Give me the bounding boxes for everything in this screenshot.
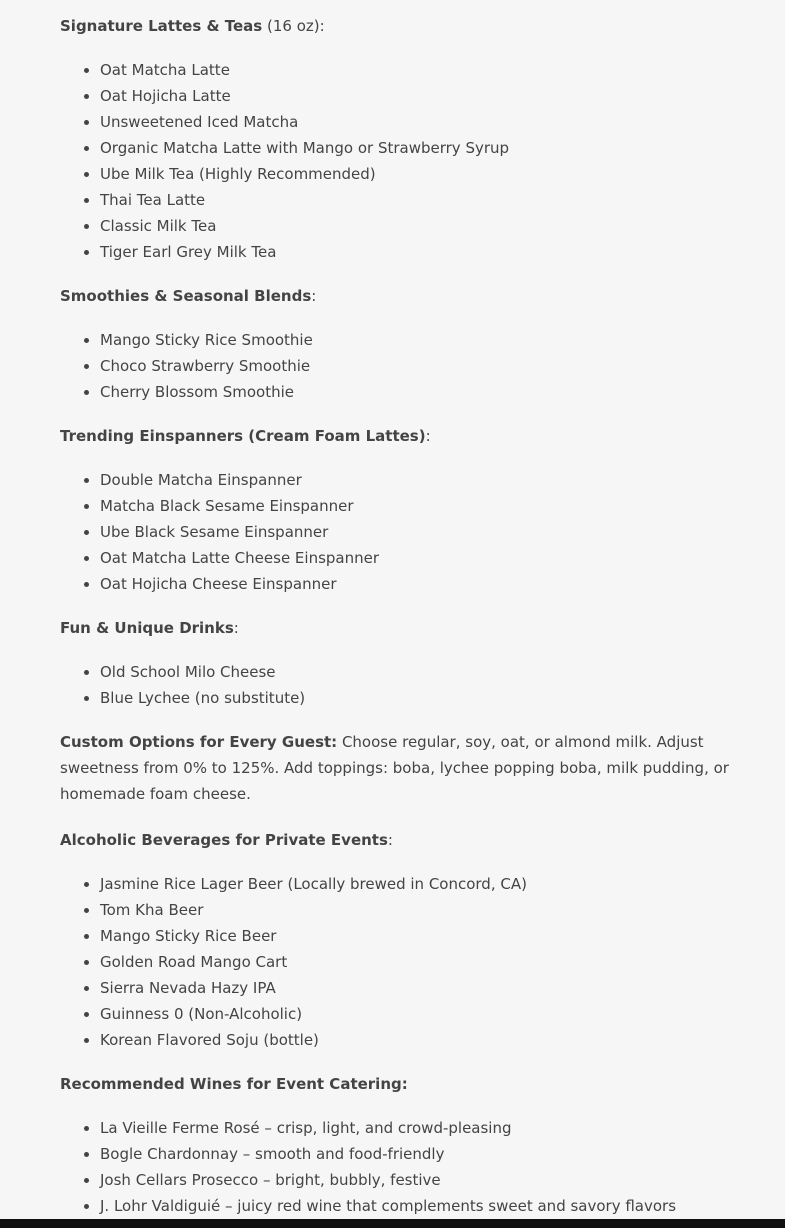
lattes-list xyxy=(60,57,509,265)
list-item: Organic Matcha Latte with Mango or Strawberry Syrup xyxy=(60,135,509,161)
list-item: Korean Flavored Soju (bottle) xyxy=(60,1027,527,1053)
section-title: Trending Einspanners (Cream Foam Lattes) xyxy=(60,427,426,445)
list-item: Golden Road Mango Cart xyxy=(60,949,527,975)
list-item: Oat Matcha Latte xyxy=(60,57,509,83)
list-item: Jasmine Rice Lager Beer (Locally brewed in Concord, CA) xyxy=(60,871,527,897)
list-item: Double Matcha Einspanner xyxy=(60,467,379,493)
list-item: Mango Sticky Rice Smoothie xyxy=(60,327,313,353)
list-item: Unsweetened Iced Matcha xyxy=(60,109,509,135)
custom-options-paragraph xyxy=(60,729,750,807)
section-title: Recommended Wines for Event Catering: xyxy=(60,1075,408,1093)
list-item: Matcha Black Sesame Einspanner xyxy=(60,493,379,519)
list-item: Choco Strawberry Smoothie xyxy=(60,353,313,379)
section-heading-smoothies xyxy=(60,283,316,309)
section-title: Custom Options for Every Guest: xyxy=(60,733,338,751)
list-item: Tom Kha Beer xyxy=(60,897,527,923)
list-item: Classic Milk Tea xyxy=(60,213,509,239)
list-item: La Vieille Ferme Rosé – crisp, light, and crowd-pleasing xyxy=(60,1115,676,1141)
section-suffix: : xyxy=(233,619,239,637)
list-item: Josh Cellars Prosecco – bright, bubbly, festive xyxy=(60,1167,676,1193)
list-item: Bogle Chardonnay – smooth and food-friendly xyxy=(60,1141,676,1167)
section-heading-einspanners xyxy=(60,423,431,449)
section-suffix: : xyxy=(425,427,431,445)
einspanners-list xyxy=(60,467,379,597)
list-item: Oat Hojicha Latte xyxy=(60,83,509,109)
section-heading-wines xyxy=(60,1071,408,1097)
list-item: Old School Milo Cheese xyxy=(60,659,305,685)
bottom-edge-bar xyxy=(0,1219,785,1228)
smoothies-list xyxy=(60,327,313,405)
list-item: Oat Hojicha Cheese Einspanner xyxy=(60,571,379,597)
list-item: Blue Lychee (no substitute) xyxy=(60,685,305,711)
section-title: Fun & Unique Drinks xyxy=(60,619,234,637)
list-item: J. Lohr Valdiguié – juicy red wine that complements sweet and savory flavors xyxy=(60,1193,676,1219)
list-item: Cherry Blossom Smoothie xyxy=(60,379,313,405)
list-item: Guinness 0 (Non-Alcoholic) xyxy=(60,1001,527,1027)
wines-list xyxy=(60,1115,676,1219)
list-item: Mango Sticky Rice Beer xyxy=(60,923,527,949)
section-suffix: : xyxy=(387,831,393,849)
list-item: Thai Tea Latte xyxy=(60,187,509,213)
section-suffix: (16 oz): xyxy=(262,17,325,35)
custom-options-text: Choose regular, soy, oat, or almond milk. Adjust sweetness from 0% to 125%. Add toppings: boba, lychee popping boba, milk pudding, or homemade foam cheese. xyxy=(60,733,729,803)
section-heading-alcohol xyxy=(60,827,393,853)
section-title: Signature Lattes & Teas xyxy=(60,17,263,35)
section-heading-lattes xyxy=(60,13,325,39)
list-item: Oat Matcha Latte Cheese Einspanner xyxy=(60,545,379,571)
section-title: Smoothies & Seasonal Blends xyxy=(60,287,312,305)
section-heading-fun xyxy=(60,615,239,641)
list-item: Sierra Nevada Hazy IPA xyxy=(60,975,527,1001)
section-suffix: : xyxy=(311,287,317,305)
alcohol-list xyxy=(60,871,527,1053)
list-item: Tiger Earl Grey Milk Tea xyxy=(60,239,509,265)
section-title: Alcoholic Beverages for Private Events xyxy=(60,831,388,849)
fun-list xyxy=(60,659,305,711)
list-item: Ube Milk Tea (Highly Recommended) xyxy=(60,161,509,187)
list-item: Ube Black Sesame Einspanner xyxy=(60,519,379,545)
